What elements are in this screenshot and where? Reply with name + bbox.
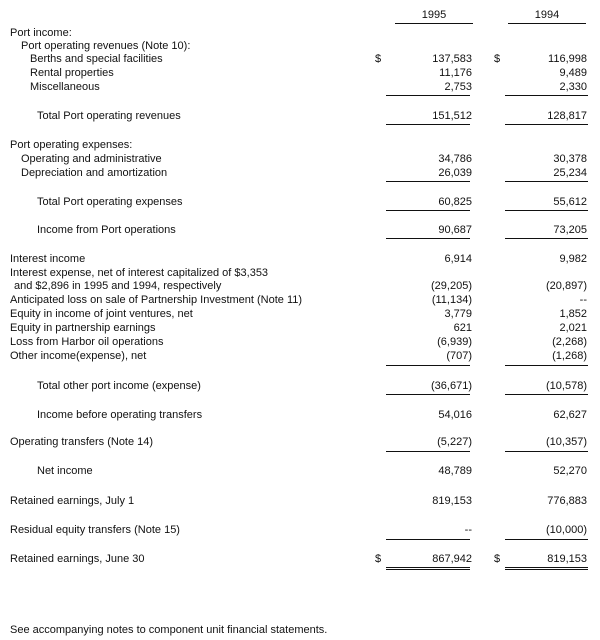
- value-1995: 34,786: [438, 153, 472, 165]
- value-1995: 621: [453, 322, 472, 334]
- value-1994: 9,489: [559, 67, 587, 79]
- subtotal-rule: [386, 95, 470, 96]
- value-1995: 867,942: [432, 553, 472, 565]
- value-1994: 52,270: [553, 465, 587, 477]
- subtotal-rule: [386, 394, 470, 395]
- value-1994: (10,000): [546, 524, 587, 536]
- subtotal-rule: [505, 451, 588, 452]
- value-1995: (36,671): [431, 380, 472, 392]
- row-label: Income from Port operations: [37, 224, 176, 236]
- row-label: Retained earnings, June 30: [10, 553, 145, 565]
- value-1994: 9,982: [559, 253, 587, 265]
- section-port-operating-expenses: Port operating expenses:: [10, 139, 133, 151]
- value-1994: (20,897): [546, 280, 587, 292]
- row-label: Total Port operating expenses: [37, 196, 183, 208]
- value-1994: 116,998: [548, 53, 587, 65]
- currency-symbol: $: [375, 53, 382, 65]
- subtotal-rule: [505, 365, 588, 366]
- section-port-income: Port income:: [10, 27, 72, 39]
- row-label: Anticipated loss on sale of Partnership Investment (Note 11): [10, 294, 303, 306]
- currency-symbol: $: [375, 553, 382, 565]
- grand-total-rule: [505, 567, 588, 570]
- value-1995: 90,687: [438, 224, 472, 236]
- row-label: Operating and administrative: [21, 153, 162, 165]
- value-1995: 819,153: [432, 495, 472, 507]
- currency-symbol: $: [494, 553, 501, 565]
- value-1995: (29,205): [431, 280, 472, 292]
- value-1995: --: [464, 524, 472, 536]
- subtotal-rule: [505, 238, 588, 239]
- grand-total-rule: [386, 567, 470, 570]
- row-label: Interest expense, net of interest capitalized of $3,353: [10, 267, 269, 279]
- value-1994: 1,852: [559, 308, 587, 320]
- row-label: Operating transfers (Note 14): [10, 436, 154, 448]
- section-port-operating-revenues: Port operating revenues (Note 10):: [21, 40, 191, 52]
- value-1994: 73,205: [553, 224, 587, 236]
- value-1995: (11,134): [431, 294, 472, 306]
- subtotal-rule: [386, 451, 470, 452]
- value-1994: 819,153: [547, 553, 587, 565]
- currency-symbol: $: [494, 53, 501, 65]
- value-1995: (6,939): [437, 336, 472, 348]
- value-1995: 11,176: [439, 67, 472, 79]
- row-label: Loss from Harbor oil operations: [10, 336, 164, 348]
- footnote: See accompanying notes to component unit financial statements.: [10, 624, 328, 636]
- subtotal-rule: [386, 365, 470, 366]
- subtotal-rule: [505, 394, 588, 395]
- value-1994: 62,627: [553, 409, 587, 421]
- subtotal-rule: [505, 210, 588, 211]
- value-1994: --: [579, 294, 587, 306]
- row-label: Berths and special facilities: [30, 53, 163, 65]
- subtotal-rule: [386, 238, 470, 239]
- value-1994: (2,268): [552, 336, 587, 348]
- value-1995: 60,825: [438, 196, 472, 208]
- value-1994: 2,330: [559, 81, 587, 93]
- subtotal-rule: [505, 95, 588, 96]
- subtotal-rule: [505, 181, 588, 182]
- row-label: Income before operating transfers: [37, 409, 203, 421]
- row-label: Equity in partnership earnings: [10, 322, 156, 334]
- value-1995: 48,789: [438, 465, 472, 477]
- row-label: Rental properties: [30, 67, 114, 79]
- row-label: Depreciation and amortization: [21, 167, 168, 179]
- value-1994: 30,378: [553, 153, 587, 165]
- column-header-1994: 1994: [508, 9, 586, 24]
- value-1994: 128,817: [547, 110, 587, 122]
- value-1994: 776,883: [547, 495, 587, 507]
- value-1995: (5,227): [437, 436, 472, 448]
- subtotal-rule: [386, 210, 470, 211]
- value-1994: 25,234: [553, 167, 587, 179]
- value-1995: 3,779: [444, 308, 472, 320]
- value-1995: 26,039: [438, 167, 472, 179]
- value-1994: (1,268): [552, 350, 587, 362]
- row-label: Residual equity transfers (Note 15): [10, 524, 180, 536]
- column-header-1995: 1995: [395, 9, 473, 24]
- value-1995: 54,016: [438, 409, 472, 421]
- row-label: and $2,896 in 1995 and 1994, respectively: [14, 280, 222, 292]
- subtotal-rule: [505, 539, 588, 540]
- value-1995: (707): [446, 350, 472, 362]
- row-label: Equity in income of joint ventures, net: [10, 308, 193, 320]
- row-label: Total Port operating revenues: [37, 110, 181, 122]
- value-1995: 137,583: [432, 53, 472, 65]
- row-label: Interest income: [10, 253, 86, 265]
- subtotal-rule: [386, 181, 470, 182]
- value-1995: 6,914: [444, 253, 472, 265]
- row-label: Total other port income (expense): [37, 380, 201, 392]
- total-rule: [505, 124, 588, 125]
- value-1994: (10,357): [546, 436, 587, 448]
- total-rule: [386, 124, 470, 125]
- row-label: Net income: [37, 465, 93, 477]
- value-1995: 2,753: [444, 81, 472, 93]
- value-1994: 2,021: [559, 322, 587, 334]
- subtotal-rule: [386, 539, 470, 540]
- value-1995: 151,512: [432, 110, 472, 122]
- value-1994: (10,578): [546, 380, 587, 392]
- row-label: Other income(expense), net: [10, 350, 147, 362]
- row-label: Miscellaneous: [30, 81, 100, 93]
- row-label: Retained earnings, July 1: [10, 495, 135, 507]
- value-1994: 55,612: [553, 196, 587, 208]
